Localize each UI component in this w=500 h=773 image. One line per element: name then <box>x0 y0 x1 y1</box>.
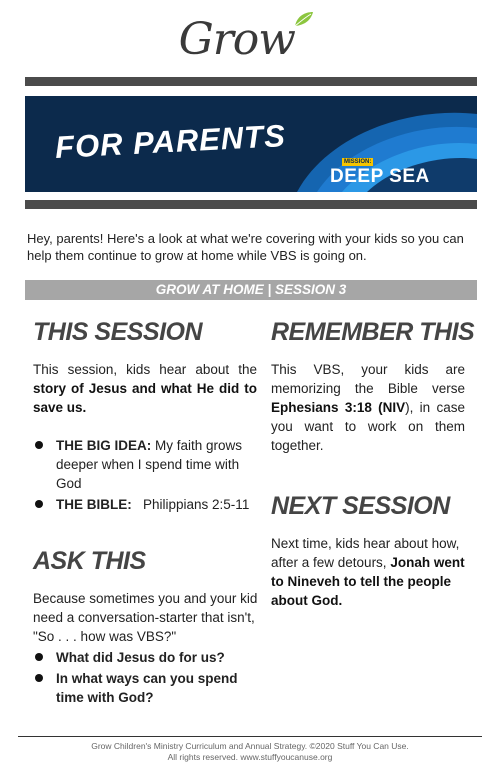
footer-rights: All rights reserved. www.stuffyoucanuse.org <box>167 752 333 762</box>
question-2: In what ways can you spend time with God? <box>56 671 238 705</box>
list-item <box>33 648 259 667</box>
remember-text-b: ), in case you want to work on them together. <box>271 400 465 453</box>
next-session-text-bold: Jonah went to Nineveh to tell the people about God. <box>271 555 465 608</box>
bottom-divider-bar <box>25 200 477 209</box>
intro-text: Hey, parents! Here's a look at what we're covering with your kids so you can help them continue to grow at home while VBS is going on. <box>27 231 464 263</box>
top-divider-bar <box>25 77 477 86</box>
next-session-heading: NEXT SESSION <box>271 492 450 520</box>
banner-title: FOR PARENTS <box>54 117 287 166</box>
list-item <box>33 495 259 514</box>
remember-text-a: This VBS, your kids are memorizing the Bible verse <box>271 362 465 396</box>
ask-this-questions <box>33 648 259 709</box>
footer-rule <box>18 736 482 737</box>
footer-copyright: Grow Children's Ministry Curriculum and Annual Strategy. ©2020 Stuff You Can Use. <box>91 741 409 751</box>
bullet-icon <box>35 441 43 449</box>
list-item <box>33 436 259 493</box>
session-strip: GROW AT HOME | SESSION 3 <box>25 280 477 300</box>
this-session-text-a: This session, kids hear about the <box>33 362 257 377</box>
grow-logo <box>0 14 500 65</box>
list-item <box>33 669 259 707</box>
remember-this-heading: REMEMBER THIS <box>271 318 475 346</box>
question-1: What did Jesus do for us? <box>56 650 225 665</box>
mission-label: MISSION: <box>344 159 372 165</box>
ask-this-text: Because sometimes you and your kid need a conversation-starter that isn't, "So . . . how was VBS?" <box>33 591 258 644</box>
next-session-text <box>271 534 465 610</box>
big-idea-text: My faith grows deeper when I spend time with God <box>56 438 243 491</box>
bullet-icon <box>35 500 43 508</box>
this-session-heading: THIS SESSION <box>33 318 203 346</box>
this-session-bullets <box>33 436 259 516</box>
this-session-text-bold: story of Jesus and what He did to save us. <box>33 381 257 415</box>
leaf-icon <box>293 10 315 28</box>
bullet-icon <box>35 674 43 682</box>
bullet-icon <box>35 653 43 661</box>
bible-text: Philippians 2:5-11 <box>131 497 250 512</box>
logo-text: Grow <box>178 14 295 65</box>
deep-sea-logo: DEEP SEA <box>330 166 430 187</box>
remember-this-text <box>271 360 465 455</box>
next-session-text-a: Next time, kids hear about how, after a few detours, <box>271 536 460 570</box>
verse-reference: Ephesians 3:18 (NIV <box>271 400 406 415</box>
big-idea-label: THE BIG IDEA: <box>56 438 152 453</box>
ask-this-heading: ASK THIS <box>33 547 146 575</box>
bible-label: THE BIBLE: <box>56 497 132 512</box>
this-session-text <box>33 360 257 417</box>
footer <box>0 741 500 763</box>
